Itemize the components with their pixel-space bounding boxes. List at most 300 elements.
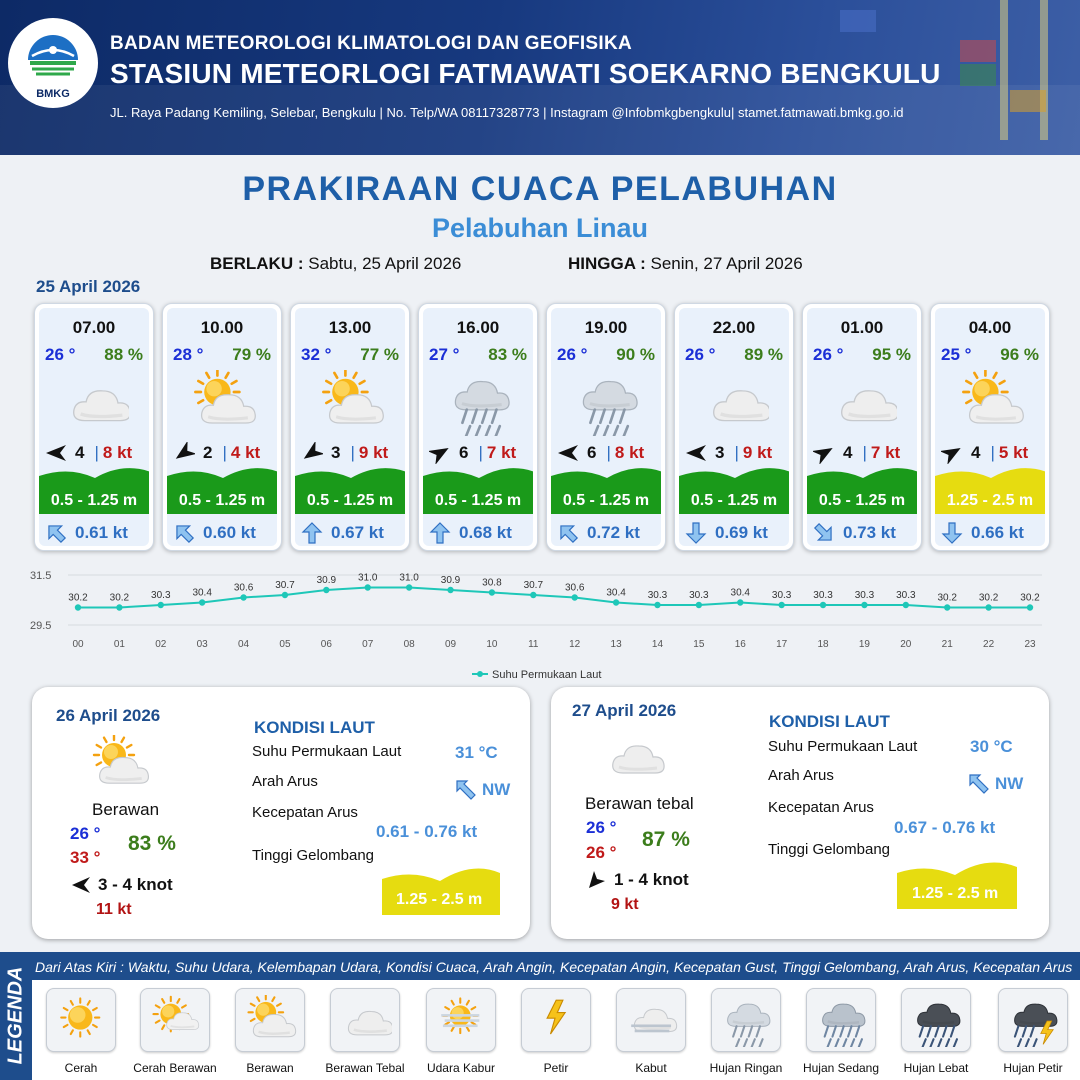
banner-floor bbox=[0, 85, 1080, 155]
legend-side bbox=[0, 952, 32, 1080]
forecast-card bbox=[290, 303, 410, 551]
x-tick-label: 21 bbox=[941, 639, 953, 650]
tinggi-gelombang-label: Tinggi Gelombang bbox=[252, 847, 375, 864]
wind-speed: 2 bbox=[203, 443, 213, 462]
forecast-time: 22.00 bbox=[712, 318, 756, 337]
forecast-time: 07.00 bbox=[72, 318, 116, 337]
x-tick-label: 19 bbox=[858, 639, 870, 650]
wind-info bbox=[813, 442, 900, 464]
sst-data-point bbox=[985, 604, 991, 610]
legend-description: Dari Atas Kiri : Waktu, Suhu Udara, Kelembapan Udara, Kondisi Cuaca, Arah Angin, Kecepatan Angin, Kecepatan Gust, Tinggi Gelombang, Arah Arus, Kecepatan Arus bbox=[32, 952, 1080, 980]
logo-text: BMKG bbox=[36, 88, 70, 100]
sst-data-point bbox=[820, 602, 826, 608]
legend bbox=[0, 952, 1080, 1080]
wind-arrow-icon bbox=[45, 442, 67, 464]
valid-to-label: HINGGA : bbox=[568, 254, 646, 273]
berawan-tebal-icon bbox=[340, 995, 392, 1047]
current-speed: 0.67 kt bbox=[331, 523, 384, 542]
current-arrow-icon bbox=[941, 522, 963, 544]
current-speed: 0.61 kt bbox=[75, 523, 128, 542]
hujan-ringan-icon bbox=[721, 995, 773, 1047]
wind-speed: 4 bbox=[843, 443, 853, 462]
card-body bbox=[807, 308, 917, 546]
cerah-icon bbox=[56, 995, 108, 1047]
current-info bbox=[429, 522, 512, 544]
current-info bbox=[173, 522, 256, 544]
day-wind-value: 3 - 4 knot bbox=[98, 875, 173, 894]
wave-height: 0.5 - 1.25 m bbox=[690, 492, 778, 509]
current-arrow-icon bbox=[813, 522, 835, 544]
sst-data-point bbox=[240, 594, 246, 600]
humidity: 90 % bbox=[616, 345, 655, 364]
x-tick-label: 13 bbox=[610, 639, 622, 650]
current-speed: 0.72 kt bbox=[587, 523, 640, 542]
arah-arus bbox=[454, 778, 510, 802]
legend-item-hujan-petir bbox=[990, 988, 1076, 1075]
y-tick-label: 31.5 bbox=[30, 570, 52, 582]
humidity: 95 % bbox=[872, 345, 911, 364]
sst-data-point bbox=[778, 602, 784, 608]
x-tick-label: 07 bbox=[362, 639, 374, 650]
sst-data-point bbox=[158, 602, 164, 608]
current-arrow-icon bbox=[685, 522, 707, 544]
kondisi-laut-title: KONDISI LAUT bbox=[254, 718, 375, 737]
gust-speed: 4 kt bbox=[230, 443, 261, 462]
legend-icon-box bbox=[426, 988, 496, 1052]
humidity: 88 % bbox=[104, 345, 143, 364]
current-info bbox=[685, 522, 768, 544]
legend-label: Udara Kabur bbox=[426, 1061, 496, 1075]
cerah-berawan-icon bbox=[150, 995, 202, 1047]
legend-label: Kabut bbox=[635, 1061, 667, 1075]
legend-label: Cerah bbox=[64, 1061, 98, 1075]
legend-icon-box bbox=[711, 988, 781, 1052]
day-temp-min: 26 ° bbox=[586, 818, 617, 837]
current-info bbox=[813, 522, 896, 544]
sst-data-label: 30.2 bbox=[68, 592, 88, 604]
sst-data-label: 30.2 bbox=[978, 592, 999, 604]
legend-item-hujan-ringan bbox=[703, 988, 789, 1075]
x-tick-label: 00 bbox=[72, 639, 84, 650]
sst-data-label: 30.3 bbox=[771, 590, 792, 601]
sst-data-point bbox=[903, 602, 909, 608]
sst-data-point bbox=[654, 602, 660, 608]
sst-data-label: 30.7 bbox=[523, 580, 544, 591]
arah-arus-value: NW bbox=[482, 780, 511, 799]
card-body bbox=[423, 308, 533, 546]
air-temperature: 26 ° bbox=[557, 345, 588, 364]
x-tick-label: 23 bbox=[1024, 639, 1036, 650]
day-panel-1 bbox=[32, 687, 530, 939]
kecepatan-arus-value: 0.61 - 0.76 kt bbox=[376, 822, 478, 841]
sst-label: Suhu Permukaan Laut bbox=[252, 743, 402, 760]
card-body bbox=[295, 308, 405, 546]
wind-arrow-icon bbox=[557, 442, 579, 464]
x-tick-label: 05 bbox=[279, 639, 291, 650]
current-arrow-icon bbox=[173, 522, 195, 544]
sst-data-point bbox=[861, 602, 867, 608]
air-temperature: 28 ° bbox=[173, 345, 204, 364]
sst-data-point bbox=[323, 587, 329, 593]
wind-arrow-icon bbox=[813, 442, 835, 464]
air-temperature: 25 ° bbox=[941, 345, 972, 364]
sst-data-point bbox=[447, 587, 453, 593]
sst-data-point bbox=[737, 599, 743, 605]
kondisi-laut-title: KONDISI LAUT bbox=[769, 712, 890, 731]
hujan-ringan-icon bbox=[575, 370, 641, 436]
container-decoration bbox=[840, 10, 876, 32]
wave-height: 0.5 - 1.25 m bbox=[306, 492, 394, 509]
day-gust: 9 kt bbox=[611, 896, 639, 913]
forecast-card bbox=[930, 303, 1050, 551]
wind-speed: 3 bbox=[331, 443, 341, 462]
org-name: BADAN METEOROLOGI KLIMATOLOGI DAN GEOFISIKA bbox=[110, 33, 633, 54]
day-condition: Berawan tebal bbox=[585, 794, 694, 813]
day-condition: Berawan bbox=[92, 800, 160, 819]
separator: | bbox=[94, 443, 99, 462]
x-tick-label: 22 bbox=[983, 639, 995, 650]
current-arrow-icon bbox=[45, 522, 67, 544]
station-address: JL. Raya Padang Kemiling, Selebar, Bengkulu | No. Telp/WA 08117328773 | Instagram @Infobmkgbengkulu| stamet.fatmawati.bmkg.go.id bbox=[110, 105, 904, 120]
x-tick-label: 11 bbox=[528, 639, 539, 650]
hujan-ringan-icon bbox=[447, 370, 513, 436]
forecast-card bbox=[546, 303, 666, 551]
wind-info bbox=[941, 442, 1028, 464]
wave-height: 0.5 - 1.25 m bbox=[434, 492, 522, 509]
gust-speed: 5 kt bbox=[998, 443, 1029, 462]
berawan-icon bbox=[245, 995, 297, 1047]
air-temperature: 26 ° bbox=[685, 345, 716, 364]
x-tick-label: 17 bbox=[776, 639, 788, 650]
berawan-icon bbox=[959, 370, 1025, 436]
berawan-tebal-icon bbox=[63, 370, 129, 436]
day1-date: 25 April 2026 bbox=[36, 277, 141, 296]
legend-item-udara-kabur bbox=[418, 988, 504, 1075]
separator: | bbox=[862, 443, 867, 462]
day-wind-value: 1 - 4 knot bbox=[614, 870, 689, 889]
gust-speed: 8 kt bbox=[102, 443, 133, 462]
legend-icon-box bbox=[521, 988, 591, 1052]
berawan-tebal-icon bbox=[603, 727, 667, 787]
wind-info bbox=[173, 442, 260, 464]
x-tick-label: 03 bbox=[196, 639, 208, 650]
day-gust: 11 kt bbox=[96, 901, 132, 918]
current-speed: 0.60 kt bbox=[203, 523, 256, 542]
current-info bbox=[557, 522, 640, 544]
sst-data-label: 30.3 bbox=[151, 590, 171, 601]
separator: | bbox=[606, 443, 611, 462]
card-body bbox=[551, 308, 661, 546]
crane-decoration bbox=[1040, 0, 1048, 140]
sst-data-point bbox=[75, 604, 81, 610]
forecast-time: 16.00 bbox=[456, 318, 500, 337]
current-info bbox=[45, 522, 128, 544]
sst-data-point bbox=[489, 589, 495, 595]
x-tick-label: 06 bbox=[320, 639, 332, 650]
sst-series-line bbox=[78, 588, 1030, 608]
berawan-icon bbox=[319, 370, 385, 436]
valid-to-value: Senin, 27 April 2026 bbox=[650, 254, 803, 273]
sst-data-label: 30.2 bbox=[937, 592, 957, 604]
gust-speed: 7 kt bbox=[870, 443, 901, 462]
forecast-card bbox=[34, 303, 154, 551]
kecepatan-arus-label: Kecepatan Arus bbox=[252, 804, 358, 821]
sst-data-point bbox=[1027, 604, 1033, 610]
legend-label: Hujan Lebat bbox=[903, 1061, 969, 1075]
hujan-sedang-icon bbox=[816, 995, 868, 1047]
wind-info bbox=[429, 442, 516, 464]
legend-icon-box bbox=[616, 988, 686, 1052]
wave-height: 0.5 - 1.25 m bbox=[562, 492, 650, 509]
container-decoration bbox=[960, 40, 996, 62]
wind-info bbox=[557, 442, 644, 464]
current-speed: 0.69 kt bbox=[715, 523, 768, 542]
legend-label: Hujan Ringan bbox=[709, 1061, 783, 1075]
forecast-time: 10.00 bbox=[200, 318, 244, 337]
sst-data-point bbox=[116, 604, 122, 610]
legend-item-kabut bbox=[608, 988, 694, 1075]
container-decoration bbox=[1010, 90, 1046, 112]
forecast-time: 13.00 bbox=[328, 318, 372, 337]
current-speed: 0.66 kt bbox=[971, 523, 1024, 542]
legend-icon-box bbox=[998, 988, 1068, 1052]
berawan-icon bbox=[191, 370, 257, 436]
day-temp-max: 33 ° bbox=[70, 848, 101, 867]
hujan-petir-icon bbox=[1008, 995, 1060, 1047]
legend-label: Hujan Petir bbox=[1003, 1061, 1063, 1075]
air-temperature: 27 ° bbox=[429, 345, 460, 364]
x-tick-label: 15 bbox=[693, 639, 705, 650]
sst-data-label: 30.4 bbox=[192, 587, 212, 599]
sst-data-label: 31.0 bbox=[399, 572, 419, 584]
day-temp-max: 26 ° bbox=[586, 843, 617, 862]
legend-item-petir bbox=[513, 988, 599, 1075]
legend-item-hujan-sedang bbox=[798, 988, 884, 1075]
x-tick-label: 04 bbox=[238, 639, 250, 650]
legend-icon-box bbox=[330, 988, 400, 1052]
gust-speed: 7 kt bbox=[486, 443, 517, 462]
legend-label: Hujan Sedang bbox=[802, 1061, 880, 1075]
air-temperature: 26 ° bbox=[813, 345, 844, 364]
x-tick-label: 10 bbox=[486, 639, 498, 650]
humidity: 77 % bbox=[360, 345, 399, 364]
current-arrow-icon bbox=[557, 522, 579, 544]
wind-speed: 6 bbox=[587, 443, 597, 462]
wind-info bbox=[685, 442, 772, 464]
sst-data-label: 30.3 bbox=[854, 590, 875, 601]
arah-arus-label: Arah Arus bbox=[768, 767, 834, 784]
x-tick-label: 20 bbox=[900, 639, 912, 650]
udara-kabur-icon bbox=[436, 995, 488, 1047]
wave-height-value: 1.25 - 2.5 m bbox=[396, 891, 483, 908]
wind-arrow-icon bbox=[685, 442, 707, 464]
x-tick-label: 18 bbox=[817, 639, 829, 650]
sst-data-label: 30.9 bbox=[440, 575, 461, 586]
wave-height-value: 1.25 - 2.5 m bbox=[912, 885, 999, 902]
card-body bbox=[167, 308, 277, 546]
valid-from-value: Sabtu, 25 April 2026 bbox=[308, 254, 462, 273]
legend-title: LEGENDA bbox=[4, 966, 27, 1065]
x-tick-label: 09 bbox=[444, 639, 457, 650]
current-arrow-icon bbox=[967, 772, 991, 796]
forecast-card bbox=[674, 303, 794, 551]
forecast-card bbox=[162, 303, 282, 551]
sst-data-point bbox=[613, 599, 619, 605]
sst-data-label: 30.2 bbox=[109, 592, 130, 604]
card-body bbox=[935, 308, 1045, 546]
sst-data-point bbox=[530, 592, 536, 598]
legend-label: Petir bbox=[543, 1061, 569, 1075]
humidity: 79 % bbox=[232, 345, 271, 364]
bmkg-logo-icon bbox=[22, 30, 84, 86]
wave-height: 0.5 - 1.25 m bbox=[818, 492, 906, 509]
wind-arrow-icon bbox=[173, 442, 195, 464]
day-wind bbox=[586, 869, 689, 891]
legend-icon-box bbox=[46, 988, 116, 1052]
petir-icon bbox=[531, 995, 583, 1047]
legend-icon-box bbox=[806, 988, 876, 1052]
kecepatan-arus-label: Kecepatan Arus bbox=[768, 799, 874, 816]
air-temperature: 32 ° bbox=[301, 345, 332, 364]
wind-arrow-icon bbox=[429, 442, 451, 464]
forecast-time: 19.00 bbox=[584, 318, 628, 337]
sst-chart bbox=[30, 563, 1050, 688]
valid-from bbox=[210, 254, 461, 274]
wind-arrow-icon bbox=[301, 442, 323, 464]
sst-data-label: 31.0 bbox=[358, 572, 378, 584]
gust-speed: 9 kt bbox=[742, 443, 773, 462]
forecast-time: 04.00 bbox=[968, 318, 1012, 337]
day-humidity: 83 % bbox=[128, 832, 176, 855]
legend-series-name: Suhu Permukaan Laut bbox=[492, 669, 602, 681]
legend-item-berawan-tebal bbox=[322, 988, 408, 1075]
container-decoration bbox=[960, 64, 996, 86]
sst-data-label: 30.7 bbox=[275, 580, 295, 591]
separator: | bbox=[478, 443, 483, 462]
legend-label: Berawan Tebal bbox=[325, 1061, 405, 1075]
berawan-tebal-icon bbox=[703, 370, 769, 436]
sst-label: Suhu Permukaan Laut bbox=[768, 738, 918, 755]
current-speed: 0.73 kt bbox=[843, 523, 896, 542]
sst-data-label: 30.3 bbox=[647, 590, 668, 601]
wave-height: 0.5 - 1.25 m bbox=[50, 492, 138, 509]
day-wind bbox=[70, 874, 173, 896]
legend-item-berawan bbox=[227, 988, 313, 1075]
humidity: 96 % bbox=[1000, 345, 1039, 364]
humidity: 83 % bbox=[488, 345, 527, 364]
current-speed: 0.68 kt bbox=[459, 523, 512, 542]
wind-speed: 4 bbox=[75, 443, 85, 462]
sst-data-point bbox=[406, 584, 412, 590]
day-panel-2 bbox=[551, 687, 1049, 939]
y-tick-label: 29.5 bbox=[30, 620, 52, 632]
x-tick-label: 02 bbox=[155, 639, 167, 650]
wave-height: 1.25 - 2.5 m bbox=[946, 492, 1034, 509]
humidity: 89 % bbox=[744, 345, 783, 364]
legend-swatch-point bbox=[477, 671, 483, 677]
x-tick-label: 01 bbox=[113, 639, 125, 650]
wind-speed: 3 bbox=[715, 443, 725, 462]
wind-speed: 4 bbox=[971, 443, 981, 462]
wind-arrow-icon bbox=[70, 874, 92, 896]
kabut-icon bbox=[626, 995, 678, 1047]
wave-height: 0.5 - 1.25 m bbox=[178, 492, 266, 509]
sst-data-point bbox=[365, 584, 371, 590]
legend-icon-box bbox=[235, 988, 305, 1052]
separator: | bbox=[734, 443, 739, 462]
legend-icon-box bbox=[901, 988, 971, 1052]
separator: | bbox=[990, 443, 995, 462]
forecast-time: 01.00 bbox=[840, 318, 884, 337]
sst-data-label: 30.4 bbox=[606, 587, 626, 599]
current-arrow-icon bbox=[454, 778, 478, 802]
sst-data-label: 30.3 bbox=[813, 590, 833, 601]
day-date: 26 April 2026 bbox=[56, 706, 161, 725]
arah-arus-label: Arah Arus bbox=[252, 773, 318, 790]
sst-data-point bbox=[199, 599, 205, 605]
day-temp-min: 26 ° bbox=[70, 824, 101, 843]
berawan-tebal-icon bbox=[831, 370, 897, 436]
hujan-lebat-icon bbox=[911, 995, 963, 1047]
current-info bbox=[301, 522, 384, 544]
wind-arrow-icon bbox=[941, 442, 963, 464]
sst-data-label: 30.3 bbox=[689, 590, 709, 601]
x-tick-label: 12 bbox=[569, 639, 581, 650]
tinggi-gelombang-label: Tinggi Gelombang bbox=[768, 841, 891, 858]
port-name: Pelabuhan Linau bbox=[431, 213, 649, 243]
sst-data-label: 30.4 bbox=[730, 587, 750, 599]
card-body bbox=[679, 308, 789, 546]
sst-data-point bbox=[944, 604, 950, 610]
current-arrow-icon bbox=[429, 522, 451, 544]
legend-item-hujan-lebat bbox=[893, 988, 979, 1075]
separator: | bbox=[222, 443, 227, 462]
forecast-card bbox=[802, 303, 922, 551]
legend-item-cerah-berawan bbox=[132, 988, 218, 1075]
card-body bbox=[39, 308, 149, 546]
separator: | bbox=[350, 443, 355, 462]
sst-value: 30 °C bbox=[970, 737, 1013, 756]
sst-value: 31 °C bbox=[455, 743, 498, 762]
page-title: PRAKIRAAN CUACA PELABUHAN bbox=[242, 170, 838, 208]
arah-arus bbox=[967, 772, 1023, 796]
berawan-icon bbox=[90, 735, 154, 795]
sst-data-label: 30.8 bbox=[482, 577, 502, 589]
x-tick-label: 16 bbox=[734, 639, 746, 650]
wind-arrow-icon bbox=[586, 869, 608, 891]
arah-arus-value: NW bbox=[995, 774, 1024, 793]
wind-speed: 6 bbox=[459, 443, 469, 462]
sst-data-label: 30.3 bbox=[896, 590, 916, 601]
sst-data-point bbox=[571, 594, 577, 600]
kecepatan-arus-value: 0.67 - 0.76 kt bbox=[894, 818, 996, 837]
sst-data-label: 30.2 bbox=[1020, 592, 1040, 604]
gust-speed: 9 kt bbox=[358, 443, 389, 462]
wind-info bbox=[45, 442, 132, 464]
x-tick-label: 14 bbox=[651, 639, 664, 650]
sst-data-label: 30.9 bbox=[316, 575, 337, 586]
sst-data-label: 30.6 bbox=[564, 582, 585, 594]
current-arrow-icon bbox=[301, 522, 323, 544]
gust-speed: 8 kt bbox=[614, 443, 645, 462]
day-humidity: 87 % bbox=[642, 828, 690, 851]
station-name: STASIUN METEORLOGI FATMAWATI SOEKARNO BENGKULU bbox=[110, 58, 941, 89]
day-date: 27 April 2026 bbox=[572, 701, 677, 720]
legend-item-cerah bbox=[38, 988, 124, 1075]
forecast-card bbox=[418, 303, 538, 551]
current-info bbox=[941, 522, 1024, 544]
wind-info bbox=[301, 442, 388, 464]
